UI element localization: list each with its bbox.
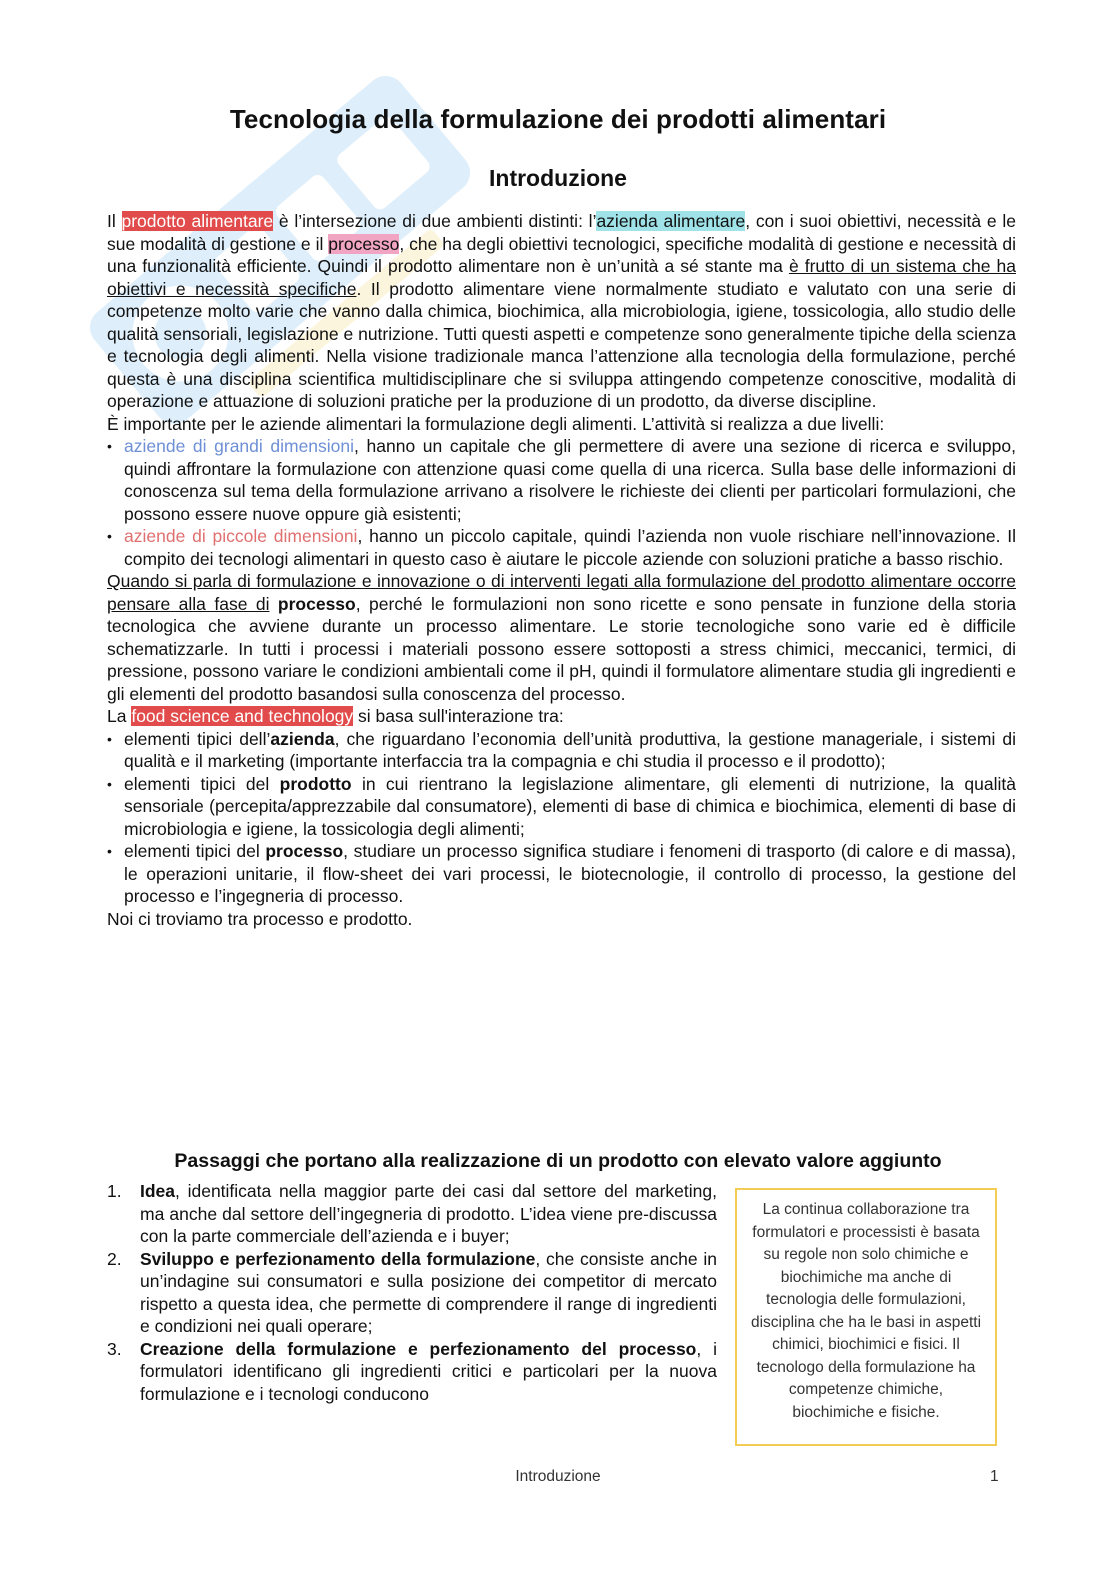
highlight-food-science: food science and technology <box>131 706 354 726</box>
text-run: elementi tipici del <box>124 773 280 794</box>
highlight-azienda-alimentare: azienda alimentare <box>596 211 746 231</box>
underlined-phrase: Quando si parla di formulazione e innovazione o di interventi legati alla formulazione del prodotto alimentare occorre pensare alla fase di <box>107 571 1016 614</box>
closing-sentence: Noi ci troviamo tra processo e prodotto. <box>107 908 413 929</box>
text-run: , studiare un processo significa studiare i fenomeni di trasporto (di calore e di massa), le operazioni unitarie, il flow-sheet dei vari processi, le biotecnologie, il controllo di processo, la gestione del processo e l’ingegneria di processo. <box>124 841 1016 906</box>
elements-list <box>107 728 1016 908</box>
list-item-text: , hanno un capitale che gli permettere di avere una sezione di ricerca e sviluppo, quindi affrontare la formulazione con attenzione quasi come quella di una ricerca. Sulla base delle informazioni di conoscenza sul tema della formulazione arrivano a risolvere le richieste dei clienti per particolari formulazioni, che possono essere nuove oppure già esistenti; <box>124 436 1016 524</box>
text-run: Il <box>107 211 122 231</box>
step-item <box>107 1248 717 1338</box>
footer-section-label: Introduzione <box>515 1468 601 1485</box>
text-run <box>269 594 277 614</box>
underlined-phrase: è frutto di un sistema che ha obiettivi e necessità specifiche <box>107 256 1016 299</box>
levels-list <box>107 435 1016 570</box>
steps-heading: Passaggi che portano alla realizzazione di un prodotto con elevato valore aggiunto <box>174 1150 942 1172</box>
step-text: , i formulatori identificano gli ingredienti critici e particolari per la nuova formulazione e i tecnologi conducono <box>140 1338 717 1404</box>
step-text: , che consiste anche in un’indagine sui consumatori e sulla posizione dei competitor di mercato rispetto a questa idea, che permette di comprendere il range di ingredienti e condizioni nei quali operare; <box>140 1248 717 1336</box>
bold-term: processo <box>277 593 356 614</box>
levels-intro: È importante per le aziende alimentari la formulazione degli alimenti. L’attività si realizza a due livelli: <box>107 413 885 434</box>
bold-term: processo <box>265 841 344 861</box>
text-run: si basa sull'interazione tra: <box>353 706 564 726</box>
steps-list <box>107 1180 717 1405</box>
intro-paragraph <box>107 210 1016 413</box>
list-item-text: , hanno un piccolo capitale, quindi l’azienda non vuole rischiare nell’innovazione. Il compito dei tecnologi alimentari in questo caso è aiutare le piccole aziende con soluzioni pratiche a basso rischio. <box>124 526 1016 569</box>
small-companies-label: aziende di piccole dimensioni <box>124 526 358 546</box>
process-paragraph <box>107 570 1016 705</box>
bold-term: prodotto <box>279 773 352 794</box>
step-title: Sviluppo e perfezionamento della formulazione <box>140 1248 536 1269</box>
page-title: Tecnologia della formulazione dei prodotti alimentari <box>229 104 887 134</box>
step-text: , identificata nella maggior parte dei casi dal settore del marketing, ma anche dal settore dell’ingegneria di prodotto. L’idea viene pre-discussa con la parte commerciale dell’azienda e i buyer; <box>140 1181 717 1246</box>
highlight-prodotto-alimentare: prodotto alimentare <box>121 211 274 231</box>
bold-term: azienda <box>270 728 335 749</box>
list-item <box>107 773 1016 841</box>
list-item <box>107 728 1016 773</box>
text-run: . Il prodotto alimentare viene normalmente studiato e valutato con una serie di competenze molto varie che vanno dalla chimica, biochimica, alla microbiologia, igiene, tossicologia, allo studio delle qualità sensoriali, legislazione e nutrizione. Tutti questi aspetti e competenze sono generalmente tipiche della scienza e tecnologia degli alimenti. Nella visione tradizionale manca l’attenzione alla tecnologia della formulazione, perché questa è una disciplina scientifica multidisciplinare che si sviluppa attingendo competenze conoscitive, modalità di operazione e attuazione di soluzioni pratiche per la produzione di un prodotto, da diverse discipline. <box>107 278 1016 411</box>
large-companies-label: aziende di grandi dimensioni <box>124 436 355 456</box>
section-title: Introduzione <box>489 165 627 191</box>
sidebar-note-box: La continua collaborazione tra formulatori e processisti è basata su regole non solo chimiche e biochimiche ma anche di tecnologia delle formulazioni, disciplina che ha le basi in aspetti chimici, biochimici e fisici. Il tecnologo della formulazione ha competenze chimiche, biochimiche e fisiche. <box>735 1188 997 1446</box>
body-text <box>107 210 1016 930</box>
text-run: , perché le formulazioni non sono ricette e sono pensate in funzione della storia tecnologica che avviene durante un processo alimentare. Le storie tecnologiche sono varie ed è difficile schematizzarle. In tutti i processi i materiali possono essere sottoposti a stress chimici, meccanici, termici, di pressione, possono variare le condizioni ambientali come il pH, quindi il formulatore alimentare studia gli ingredienti e gli elementi del prodotto basandosi sulla conoscenza del processo. <box>107 593 1016 704</box>
page-number: 1 <box>990 1468 999 1485</box>
text-run: La <box>107 706 132 726</box>
fst-paragraph <box>107 705 1016 728</box>
step-title: Creazione della formulazione e perfezionamento del processo <box>140 1338 697 1359</box>
text-run: elementi tipici del <box>124 841 266 861</box>
text-run: elementi tipici dell’ <box>124 728 271 749</box>
step-number: 1. <box>107 1181 122 1201</box>
step-title: Idea <box>140 1181 176 1201</box>
step-item <box>107 1338 717 1406</box>
highlight-processo: processo <box>328 233 400 254</box>
list-item <box>107 525 1016 570</box>
list-item <box>107 435 1016 525</box>
step-number: 2. <box>107 1248 122 1269</box>
text-run: , che riguardano l’economia dell’unità produttiva, la gestione manageriale, i sistemi di qualità e il marketing (importante interfaccia tra la compagnia e chi studia il processo e il prodotto); <box>124 728 1017 771</box>
step-item <box>107 1180 717 1248</box>
text-run: , che ha degli obiettivi tecnologici, specifiche modalità di gestione e necessità di una funzionalità efficiente. Quindi il prodotto alimentare non è un’unità a sé stante ma <box>107 233 1017 276</box>
text-run: , con i suoi obiettivi, necessità e le sue modalità di gestione e il <box>107 211 1016 254</box>
step-number: 3. <box>107 1338 122 1359</box>
text-run: in cui rientrano la legislazione alimentare, gli elementi di nutrizione, la qualità sensoriale (percepita/apprezzabile dal consumatore), elementi di base di chimica e biochimica, elementi di base di microbiologia e igiene, la tossicologia degli alimenti; <box>124 773 1016 839</box>
list-item <box>107 840 1016 908</box>
text-run: è l’intersezione di due ambienti distinti: l’ <box>273 211 597 231</box>
